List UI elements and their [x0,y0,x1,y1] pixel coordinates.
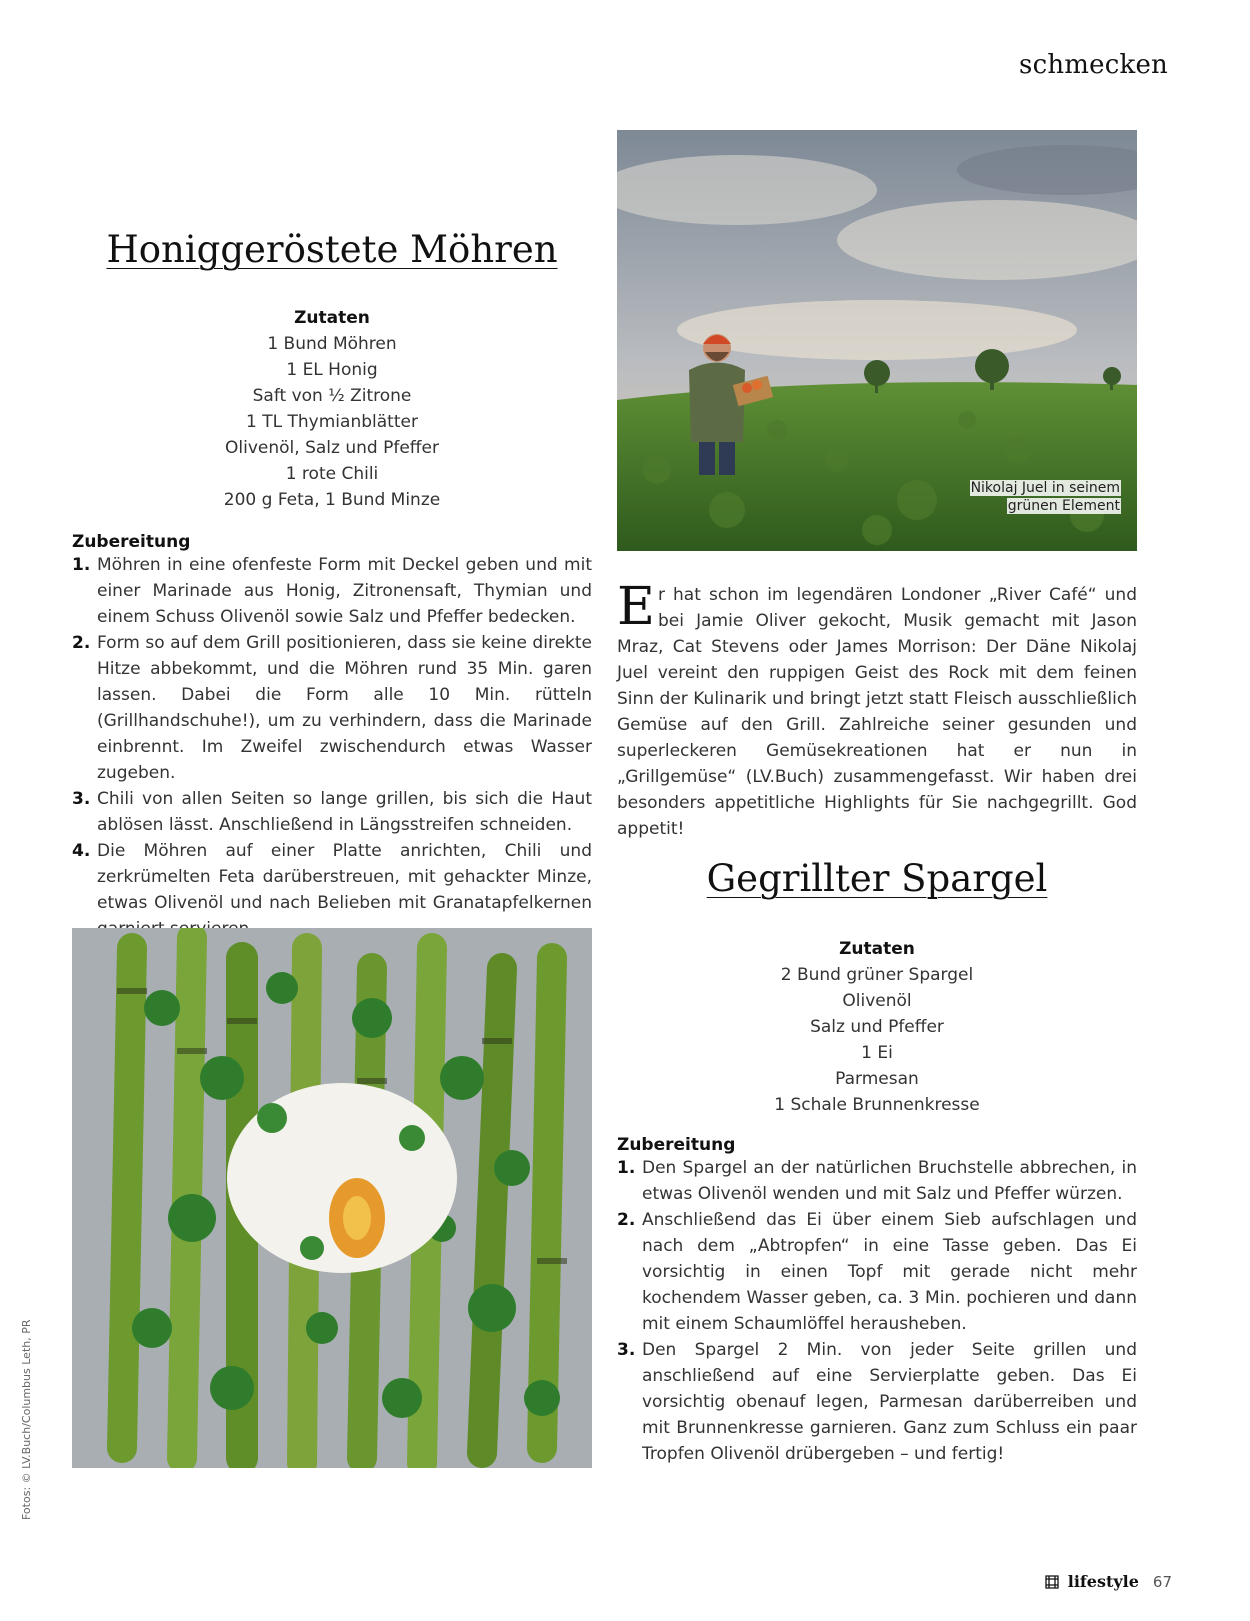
ingredient: 1 EL Honig [286,360,378,380]
caption-line: Nikolaj Juel in seinem [970,480,1120,496]
recipe1-ingredients [72,305,592,513]
recipe2-title: Gegrillter Spargel [706,857,1048,900]
step-number: 3. [617,1340,636,1360]
ingredient: 1 Bund Möhren [267,334,397,354]
magazine-name: lifestyle [1067,1572,1139,1591]
step-item [617,1337,1137,1467]
step-number: 4. [72,841,91,861]
recipe2-ingredients-heading: Zutaten [839,939,915,959]
ingredient: 1 Ei [861,1043,893,1063]
intro-text: r hat schon im legendären Londoner „River Café“ und bei Jamie Oliver gekocht, Musik gemacht mit Jason Mraz, Cat Stevens oder James Morrison: Der Däne Nikolaj Juel vereint den ruppigen Geist des Rock mit dem feinen Sinn der Kulinarik und bringt jetzt statt Fleisch ausschließlich Gemüse auf den Grill. Zahlreiche seiner gesunden und superleckeren Gemüsekreationen hat er nun in „Grillgemüse“ (LV.Buch) zusammengefasst. Wir haben drei besonders appetitliche Highlights für Sie nachgegrillt. God appetit! [617,585,1137,839]
step-text: Möhren in eine ofenfeste Form mit Deckel geben und mit einer Marinade aus Honig, Zitronensaft, Thymian und einem Schuss Olivenöl sowie Salz und Pfeffer bedecken. [97,555,592,627]
ingredient: Olivenöl, Salz und Pfeffer [225,438,439,458]
step-item [72,552,592,630]
recipe2-prep-heading: Zubereitung [617,1135,736,1155]
step-text: Die Möhren auf einer Platte anrichten, Chili und zerkrümelten Feta darüberstreuen, mit gehackter Minze, etwas Olivenöl und nach Belieben mit Granatapfelkernen [97,841,592,913]
step-text: Anschließend das Ei über einem Sieb aufschlagen und nach dem „Abtropfen“ in eine Tasse geben. Das Ei vorsichtig in einen Topf mit gerade nicht mehr kochendem Wasser geben, ca. 3 Min. pochieren und dann mit einem Schaumlöffel herausheben. [642,1210,1137,1334]
ingredient: Parmesan [835,1069,919,1089]
recipe1-steps [72,552,592,942]
step-text: Den Spargel 2 Min. von jeder Seite grillen und anschließend auf eine Servierplatte geben. Das Ei vorsichtig obenauf legen, Parmesan darüberreiben und mit Brunnenkresse garnieren. Ganz zum Schluss ein paar Tropfen Olivenöl drübergeben – und fertig! [642,1340,1137,1464]
ingredient: 1 TL Thymianblätter [246,412,418,432]
asparagus-photo [72,928,592,1468]
recipe1-title-wrap [72,228,592,271]
photo-caption [970,479,1121,515]
photo-credit: Fotos: © LV.Buch/Columbus Leth, PR [20,1319,33,1520]
drop-cap: E [617,577,655,637]
ingredient: 2 Bund grüner Spargel [780,965,974,985]
recipe1-title: Honiggeröstete Möhren [106,228,558,271]
recipe1-preparation [72,532,592,942]
ingredient: Saft von ½ Zitrone [252,386,412,406]
page-footer [1044,1572,1172,1591]
step-number: 1. [72,555,91,575]
caption-line: grünen Element [1007,498,1120,514]
ingredient: Salz und Pfeffer [810,1017,944,1037]
step-item [72,630,592,786]
ingredient: 1 Schale Brunnenkresse [774,1095,980,1115]
section-label: schmecken [1019,50,1168,80]
recipe2-ingredients [617,936,1137,1118]
asparagus-illustration [72,928,592,1468]
step-number: 1. [617,1158,636,1178]
step-number: 2. [617,1210,636,1230]
page-number: 67 [1152,1572,1172,1591]
recipe2-title-wrap [617,857,1137,900]
step-text: Den Spargel an der natürlichen Bruchstelle abbrechen, in etwas Olivenöl wenden und mit Salz und Pfeffer würzen. [642,1158,1137,1204]
recipe1-ingredients-heading: Zutaten [294,308,370,328]
step-number: 2. [72,633,91,653]
recipe2-preparation [617,1135,1137,1467]
ingredient: Olivenöl [842,991,912,1011]
recipe2-steps [617,1155,1137,1467]
chef-field-photo [617,130,1137,551]
step-text: Form so auf dem Grill positionieren, dass sie keine direkte Hitze abbekommt, und die Möhren rund 35 Min. garen lassen. Dabei die Form alle 10 Min. rütteln (Grillhandschuhe!), um zu verhindern, dass die Marinade einbrennt. Im Zweifel zwischendurch etwas Wasser zugeben. [97,633,592,783]
step-text: Chili von allen Seiten so lange grillen, bis sich die Haut ablösen lässt. Anschließend in Längsstreifen schneiden. [97,789,592,835]
step-item [617,1155,1137,1207]
ingredient: 200 g Feta, 1 Bund Minze [223,490,441,510]
magazine-logo-icon [1044,1574,1060,1590]
intro-paragraph [617,577,1137,842]
step-number: 3. [72,789,91,809]
ingredient: 1 rote Chili [285,464,379,484]
step-item [617,1207,1137,1337]
step-item [72,786,592,838]
recipe1-prep-heading: Zubereitung [72,532,191,552]
step-item [72,838,592,942]
